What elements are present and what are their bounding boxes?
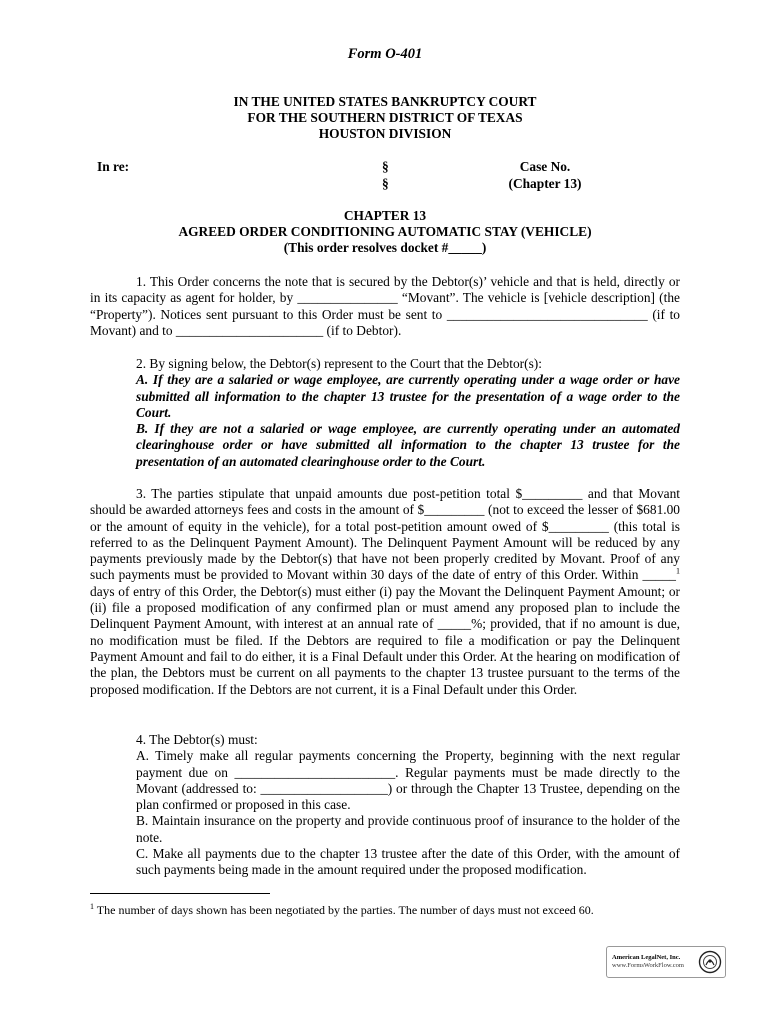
paragraph-3-text-b: days of entry of this Order, the Debtor(s) must either (i) pay the Movant the Delinquent Payment Amount; or (ii) file a proposed modification of any confirmed plan or must amend any proposed plan to include the Delinquent Payment Amount, with interest at an annual rate of _____%; provided, that if no amount is due, no modification must be filed. If the Debtors are required to file a modification or pay the Delinquent Payment Amount and fail to do either, it is a Final Default under this Order. At the hearing on modification of the plan, the Debtors must be current on all payments to the chapter 13 trustee pursuant to the terms of the proposed modification. If the Debtors are not current, it is a Final Default under this Order. bbox=[90, 583, 680, 697]
paragraph-2-item-b: B. If they are not a salaried or wage employee, are currently operating under an automated clearinghouse order or have submitted all information to the chapter 13 trustee for the presentation of an automated clearinghouse order to the Court. bbox=[136, 421, 680, 469]
publisher-logo bbox=[606, 946, 726, 978]
section-mark-2: § bbox=[382, 175, 389, 191]
paragraph-4-item-c: C. Make all payments due to the chapter 13 trustee after the date of this Order, with the amount of such payments being made in the amount required under the proposed modification. bbox=[136, 846, 680, 878]
paragraph-3 bbox=[90, 486, 680, 698]
paragraph-4-item-a: A. Timely make all regular payments concerning the Property, beginning with the next regular payment due on ________________________. Regular payments must be made directly to the Movant (addressed to: ___________________) or through the Chapter 13 Trustee, depending on the plan confirmed or proposed in this case. bbox=[136, 748, 680, 813]
publisher-url: www.FormsWorkFlow.com bbox=[612, 962, 684, 969]
footnote-reference: 1 bbox=[676, 567, 680, 577]
footnote-number: 1 bbox=[90, 902, 94, 911]
court-line-3: HOUSTON DIVISION bbox=[318, 126, 452, 141]
section-mark-1: § bbox=[382, 159, 389, 174]
publisher-emblem-icon bbox=[698, 950, 722, 974]
form-title: Form O-401 bbox=[347, 46, 423, 62]
section-marks bbox=[382, 159, 389, 192]
paragraph-4-item-b: B. Maintain insurance on the property and provide continuous proof of insurance to the holder of the note. bbox=[136, 813, 680, 845]
court-heading bbox=[0, 94, 770, 142]
order-title-line-2: AGREED ORDER CONDITIONING AUTOMATIC STAY (VEHICLE) bbox=[178, 224, 592, 239]
footnote bbox=[90, 902, 690, 918]
order-title-line-3: (This order resolves docket #_____) bbox=[283, 240, 487, 255]
paragraph-3-text-a: 3. The parties stipulate that unpaid amounts due post-petition total $_________ and that Movant should be awarded attorneys fees and costs in the amount of $_________ (not to exceed the lesser of $681.00 or the amount of equity in the vehicle), for a total post-petition amount owed of $_________ (this total is referred to as the Delinquent Payment Amount). The Delinquent Payment Amount will be reduced by any payments previously made by the Debtor(s) that have not been properly credited by Movant. Proof of any such payments must be provided to Movant within 30 days of the date of entry of this Order. Within _____ bbox=[90, 486, 680, 583]
footnote-divider bbox=[90, 893, 270, 894]
paragraph-4 bbox=[136, 732, 680, 879]
paragraph-2-intro bbox=[136, 356, 680, 372]
court-line-2: FOR THE SOUTHERN DISTRICT OF TEXAS bbox=[247, 110, 523, 125]
order-title-line-1: CHAPTER 13 bbox=[343, 208, 427, 223]
order-title bbox=[0, 208, 770, 256]
paragraph-2 bbox=[136, 356, 680, 470]
chapter-label: (Chapter 13) bbox=[508, 175, 582, 191]
in-re-label: In re: bbox=[97, 159, 130, 174]
paragraph-4-intro: 4. The Debtor(s) must: bbox=[136, 732, 258, 747]
footnote-text: The number of days shown has been negotiated by the parties. The number of days must not exceed 60. bbox=[94, 903, 594, 917]
publisher-name: American LegalNet, Inc. bbox=[612, 954, 681, 961]
paragraph-2-intro-text: 2. By signing below, the Debtor(s) represent to the Court that the Debtor(s): bbox=[136, 356, 542, 371]
paragraph-1: 1. This Order concerns the note that is secured by the Debtor(s)’ vehicle and that is held, directly or in its capacity as agent for holder, by _______________ “Movant”. The vehicle is [vehicle description] (the “Property”). Notices sent pursuant to this Order must be sent to ______________________________ (if to Movant) and to ______________________ (if to Debtor). bbox=[90, 274, 680, 338]
paragraph-2-item-a: A. If they are a salaried or wage employee, are currently operating under a wage order or have submitted all information to the chapter 13 trustee for the presentation of a wage order to the Court. bbox=[136, 372, 680, 420]
case-no-label: Case No. bbox=[519, 159, 571, 174]
case-number-block bbox=[500, 159, 590, 192]
court-line-1: IN THE UNITED STATES BANKRUPTCY COURT bbox=[233, 94, 537, 109]
